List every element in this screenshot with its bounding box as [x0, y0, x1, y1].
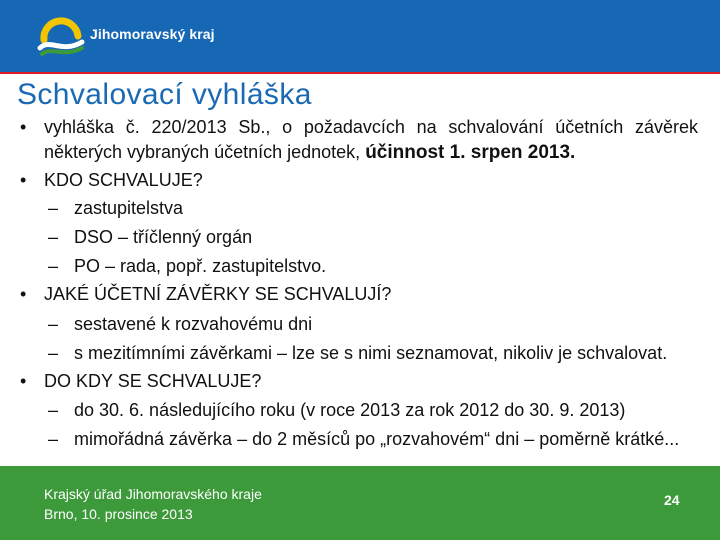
dash-icon: –	[48, 227, 59, 247]
footer-date: Brno, 10. prosince 2013	[44, 506, 193, 522]
brand-name: Jihomoravský kraj	[90, 26, 215, 42]
slide-title: Schvalovací vyhláška	[17, 78, 312, 111]
sub-item: PO – rada, popř. zastupitelstvo.	[74, 256, 327, 276]
dash-icon: –	[48, 400, 59, 420]
dash-icon: –	[48, 343, 59, 363]
sub-item: s mezitímními závěrkami – lze se s nimi seznamovat, nikoliv je schvalovat.	[74, 343, 668, 363]
header-accent-line	[0, 72, 720, 74]
slide-header	[0, 0, 720, 72]
footer-text	[44, 484, 262, 524]
list-item: DO KDY SE SCHVALUJE?	[44, 371, 262, 391]
footer-organization: Krajský úřad Jihomoravského kraje	[44, 486, 262, 502]
sub-item: sestavené k rozvahovému dni	[74, 314, 313, 334]
sub-item: mimořádná závěrka – do 2 měsíců po „rozvahovém“ dni – poměrně krátké...	[74, 429, 680, 449]
sub-item: zastupitelstva	[74, 198, 184, 218]
bullet-icon: •	[20, 170, 27, 190]
sub-item: do 30. 6. následujícího roku (v roce 2013 za rok 2012 do 30. 9. 2013)	[74, 400, 626, 420]
dash-icon: –	[48, 256, 59, 276]
bullet-icon: •	[20, 371, 27, 391]
sub-item: DSO – tříčlenný orgán	[74, 227, 253, 247]
item-emphasis: účinnost 1. srpen 2013.	[365, 142, 576, 163]
list-item: KDO SCHVALUJE?	[44, 170, 203, 190]
sun-arc-wave-logo-icon	[36, 14, 86, 56]
list-item	[44, 115, 698, 165]
dash-icon: –	[48, 429, 59, 449]
dash-icon: –	[48, 314, 59, 334]
dash-icon: –	[48, 198, 59, 218]
item-text: vyhláška č. 220/2013 Sb., o požadavcích na schvalování účetních závěrek některých vybraných účetních jednotek,	[44, 117, 698, 162]
page-number: 24	[664, 492, 680, 508]
bullet-icon: •	[20, 284, 27, 304]
list-item: JAKÉ ÚČETNÍ ZÁVĚRKY SE SCHVALUJÍ?	[44, 284, 392, 304]
bullet-icon: •	[20, 117, 27, 137]
